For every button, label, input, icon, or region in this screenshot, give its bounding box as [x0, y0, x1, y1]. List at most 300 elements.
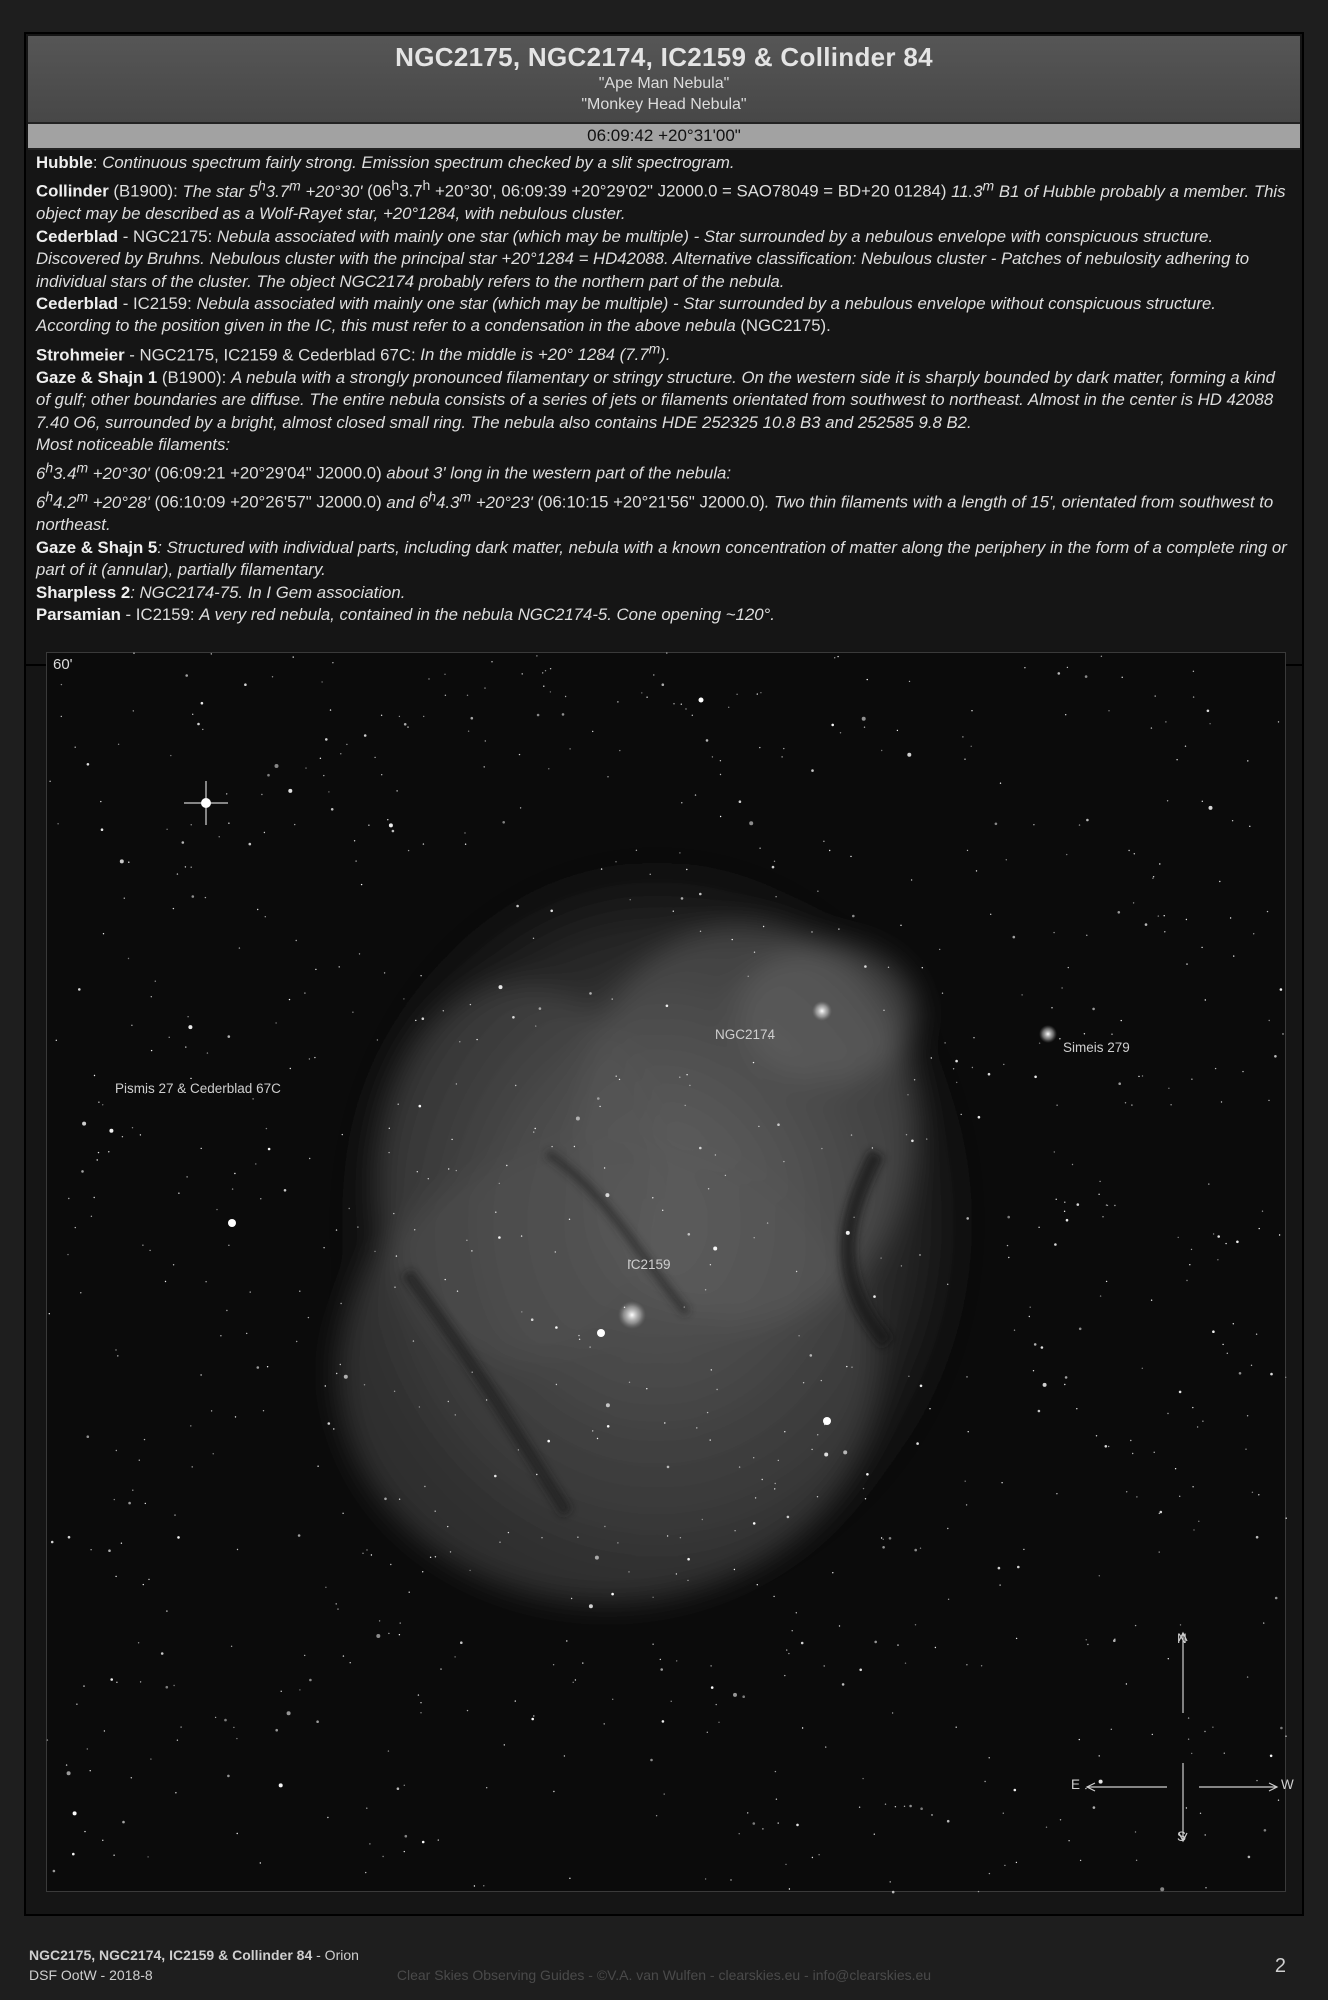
star: [124, 898, 125, 899]
star: [1122, 677, 1123, 678]
star: [733, 1693, 737, 1697]
star: [362, 1553, 363, 1554]
star: [1145, 923, 1148, 926]
nebula-cloud: [327, 843, 987, 1603]
star: [971, 710, 972, 711]
star: [84, 1831, 85, 1832]
star: [1114, 1205, 1115, 1206]
star: [652, 1597, 653, 1598]
star: [576, 1117, 580, 1121]
field-of-view-label: 60': [53, 656, 73, 673]
star: [1160, 1511, 1163, 1514]
star: [1136, 1496, 1137, 1497]
star: [281, 1691, 282, 1692]
star: [685, 708, 686, 709]
star: [342, 1134, 343, 1135]
star: [1192, 1486, 1193, 1487]
star: [448, 1168, 449, 1169]
footer-object-name: NGC2175, NGC2174, IC2159 & Collinder 84: [29, 1947, 313, 1963]
star: [759, 848, 760, 849]
star: [664, 1422, 665, 1423]
star: [145, 1503, 146, 1504]
star: [662, 1210, 663, 1211]
star: [956, 1082, 957, 1083]
star: [325, 1587, 326, 1588]
star: [220, 1335, 221, 1336]
star: [812, 1857, 813, 1858]
entry-text: Nebula associated with mainly one star (which may be multiple) - Star surrounded by a nebulous envelope without conspicuous structure. According to the position given in the IC, this must refer to a condensation in the above nebula: [36, 294, 1216, 336]
star: [890, 1881, 891, 1882]
star: [784, 1431, 785, 1432]
star: [435, 1556, 436, 1557]
star: [190, 1078, 191, 1079]
star: [956, 1727, 957, 1728]
star: [1275, 1597, 1278, 1600]
star: [419, 1105, 422, 1108]
star: [1066, 854, 1067, 855]
star: [1227, 1353, 1228, 1354]
star: [821, 1148, 822, 1149]
star: [863, 1488, 864, 1489]
star: [224, 1719, 227, 1722]
star: [550, 910, 553, 913]
star: [98, 1152, 99, 1153]
star: [94, 1197, 95, 1198]
star: [114, 1499, 115, 1500]
star: [296, 940, 297, 941]
star: [422, 1017, 425, 1020]
star: [244, 683, 247, 686]
text-part: ).: [660, 345, 671, 365]
star: [1068, 1840, 1069, 1841]
star: [344, 1375, 348, 1379]
star: [182, 841, 185, 844]
star: [454, 1656, 455, 1657]
star: [1016, 1862, 1017, 1863]
star: [720, 760, 721, 761]
star: [150, 1758, 151, 1759]
star: [679, 1077, 680, 1078]
star: [1164, 915, 1165, 916]
star: [734, 1569, 735, 1570]
star: [315, 969, 316, 970]
star: [834, 657, 835, 658]
star: [734, 1530, 735, 1531]
star: [515, 1085, 516, 1086]
star: [774, 1488, 775, 1489]
star: [757, 1584, 758, 1585]
star: [1256, 1334, 1257, 1335]
star: [873, 1295, 876, 1298]
star: [405, 1835, 408, 1838]
star: [615, 861, 616, 862]
star: [817, 1496, 818, 1497]
star: [376, 1634, 380, 1638]
star: [1004, 1865, 1005, 1866]
star: [1138, 1076, 1139, 1077]
star: [1154, 1452, 1155, 1453]
star: [749, 821, 753, 825]
star: [392, 830, 395, 833]
star: [652, 1644, 653, 1645]
star: [1100, 1295, 1101, 1296]
star: [728, 707, 729, 708]
star: [995, 823, 998, 826]
star: [504, 1744, 505, 1745]
star: [1270, 1373, 1273, 1376]
t: and: [386, 493, 420, 513]
star: [725, 1175, 726, 1176]
star: [428, 1178, 429, 1179]
star: [102, 1840, 103, 1841]
star: [539, 1007, 542, 1010]
star: [892, 1712, 893, 1713]
star: [911, 879, 912, 880]
object-name: - IC2159:: [118, 294, 197, 314]
t: 6: [419, 493, 429, 513]
star: [681, 704, 682, 705]
star: [205, 897, 206, 898]
nickname-ape-man: "Ape Man Nebula": [598, 75, 730, 92]
star: [448, 1401, 449, 1402]
star: [1191, 1753, 1192, 1754]
star: [1186, 963, 1187, 964]
star: [116, 1450, 117, 1451]
star: [512, 1016, 515, 1019]
star: [49, 781, 50, 782]
star: [388, 1750, 389, 1751]
star: [1279, 1234, 1280, 1235]
star: [1029, 1316, 1030, 1317]
star: [213, 1453, 214, 1454]
star: [1221, 1101, 1222, 1102]
star: [174, 1514, 175, 1515]
cederblad-ngc2175-entry: [36, 226, 1292, 293]
star: [1258, 1494, 1259, 1495]
star: [499, 985, 503, 989]
star: [87, 1435, 90, 1438]
star: [1059, 1038, 1060, 1039]
collinder-entry: [36, 174, 1292, 225]
star: [1121, 1020, 1122, 1021]
star: [350, 1662, 351, 1663]
t: 4.2: [53, 493, 77, 513]
star: [438, 1839, 439, 1840]
star: [775, 1771, 776, 1772]
star: [340, 753, 341, 754]
star: [755, 1497, 756, 1498]
star: [1188, 1739, 1189, 1740]
star: [293, 656, 294, 657]
star: [72, 1853, 75, 1856]
star: [605, 1193, 609, 1197]
star: [294, 824, 295, 825]
star: [398, 1104, 399, 1105]
star: [966, 1376, 967, 1377]
star: [1233, 1323, 1234, 1324]
star: [553, 1791, 554, 1792]
star: [966, 1217, 969, 1220]
star: [1155, 695, 1156, 696]
star: [907, 753, 911, 757]
star: [519, 754, 520, 755]
star: [445, 1279, 446, 1280]
star: [177, 873, 178, 874]
star: [355, 860, 356, 861]
page-frame: [24, 32, 1304, 1916]
star: [966, 1504, 967, 1505]
star: [758, 1126, 759, 1127]
star: [518, 1449, 519, 1450]
sup: h: [258, 177, 266, 194]
star: [202, 729, 203, 730]
text-part: B1 of Hubble probably a member. This object may be described as a Wolf-Rayet star, +20°1284, with nebulous cluster.: [36, 182, 1286, 224]
star: [1142, 1368, 1143, 1369]
star: [711, 1686, 714, 1689]
star: [1212, 1727, 1213, 1728]
star: [467, 695, 468, 696]
star: [706, 739, 709, 742]
star: [289, 999, 290, 1000]
star: [606, 1403, 610, 1407]
star: [368, 825, 369, 826]
star: [185, 866, 186, 867]
star: [589, 1604, 593, 1608]
source-name: Hubble: [36, 153, 93, 172]
star: [343, 1655, 344, 1656]
star: [1204, 1731, 1205, 1732]
star: [1092, 1008, 1095, 1011]
star: [1105, 1445, 1108, 1448]
star: [192, 714, 193, 715]
star: [1164, 931, 1165, 932]
star: [1186, 1280, 1187, 1281]
star: [1034, 1076, 1037, 1079]
star: [1076, 1408, 1077, 1409]
star: [1064, 1202, 1065, 1203]
star: [400, 1622, 401, 1623]
star: [589, 1346, 590, 1347]
star: [774, 861, 775, 862]
star: [265, 916, 266, 917]
star: [309, 1158, 310, 1159]
star: [592, 731, 593, 732]
star: [1191, 1249, 1192, 1250]
star: [825, 1746, 826, 1747]
star: [132, 1490, 133, 1491]
star: [102, 1104, 103, 1105]
filaments-heading: [36, 434, 1292, 456]
star: [889, 1537, 892, 1540]
star: [597, 1438, 598, 1439]
star: [424, 1486, 425, 1487]
star: [796, 1824, 799, 1827]
star: [246, 1333, 247, 1334]
star: [1269, 1020, 1270, 1021]
star: [1247, 1676, 1248, 1677]
star: [409, 1592, 410, 1593]
star: [1084, 1033, 1085, 1034]
star: [419, 1406, 420, 1407]
star: [320, 758, 321, 759]
star: [138, 1642, 139, 1643]
star: [1253, 933, 1254, 934]
star: [470, 1004, 471, 1005]
star: [76, 1704, 77, 1705]
star: [1188, 1717, 1189, 1718]
star: [151, 1050, 152, 1051]
star: [897, 730, 898, 731]
star: [742, 1695, 745, 1698]
entry-text: : Structured with individual parts, including dark matter, nebula with a known concentration of matter along the periphery in the form of a complete ring or part of it (annular), partially filamentary.: [36, 537, 1287, 580]
star: [881, 750, 882, 751]
coordinates-bar: 06:09:42 +20°31'00": [28, 124, 1300, 150]
star: [1193, 1529, 1194, 1530]
star: [139, 1460, 140, 1461]
star: [1282, 1033, 1283, 1034]
star: [1001, 1482, 1002, 1483]
star: [785, 1864, 786, 1865]
star: [1274, 1055, 1277, 1058]
star: [394, 1391, 395, 1392]
star: [396, 790, 397, 791]
star: [1008, 1257, 1009, 1258]
star: [374, 757, 375, 758]
star: [846, 1366, 847, 1367]
star: [1224, 1753, 1225, 1754]
star: [763, 926, 764, 927]
star: [399, 1499, 400, 1500]
star: [536, 1474, 537, 1475]
star: [1151, 727, 1152, 728]
star: [349, 1208, 350, 1209]
star: [1205, 1834, 1206, 1835]
star: [1101, 656, 1102, 657]
t: (06:09:21 +20°29'04" J2000.0): [154, 464, 387, 484]
star: [824, 1453, 828, 1457]
star: [679, 852, 680, 853]
star: [1072, 1164, 1073, 1165]
star: [228, 1245, 229, 1246]
star: [824, 1665, 825, 1666]
star: [667, 1535, 668, 1536]
star: [1168, 1658, 1169, 1659]
star: [531, 1718, 534, 1721]
star: [443, 1010, 444, 1011]
star: [316, 1720, 319, 1723]
star: [601, 868, 602, 869]
star: [1106, 1204, 1107, 1205]
star: [1077, 1203, 1080, 1206]
star: [555, 1251, 556, 1252]
star: [1217, 1235, 1220, 1238]
t: +20°28': [88, 493, 155, 513]
star: [864, 965, 867, 968]
star: [999, 1584, 1000, 1585]
star: [692, 715, 693, 716]
star: [1013, 936, 1016, 939]
star: [1286, 1518, 1287, 1519]
star: [75, 1227, 76, 1228]
star: [468, 731, 469, 732]
star: [1285, 1377, 1286, 1378]
star: [399, 1634, 400, 1635]
star: [595, 1556, 599, 1560]
star: [1079, 824, 1080, 825]
star: [80, 1292, 81, 1293]
star: [686, 869, 687, 870]
sup: m: [76, 459, 89, 476]
star: [604, 1167, 605, 1168]
entry-tail: (NGC2175).: [740, 316, 831, 336]
star: [881, 1537, 882, 1538]
star: [1068, 967, 1069, 968]
star: [533, 1131, 534, 1132]
star: [522, 673, 523, 674]
star: [298, 1534, 301, 1537]
star: [508, 1532, 509, 1533]
source-name: Cederblad: [36, 294, 119, 314]
star: [1185, 746, 1186, 747]
star: [1058, 672, 1061, 675]
star: [947, 1528, 948, 1529]
star: [1175, 1468, 1176, 1469]
star: [762, 1479, 763, 1480]
star: [1087, 1644, 1088, 1645]
star: [1134, 853, 1135, 854]
star: [953, 1068, 954, 1069]
star: [47, 1739, 48, 1740]
footer-credit: Clear Skies Observing Guides - ©V.A. van Wulfen - clearskies.eu - info@clearskies.eu: [396, 1967, 932, 1983]
star: [1126, 1491, 1127, 1492]
star: [423, 843, 424, 844]
source-name: Cederblad: [36, 226, 119, 246]
star: [1039, 1043, 1040, 1044]
star: [420, 1702, 421, 1703]
star: [486, 1787, 487, 1788]
entry-text: A very red nebula, contained in the nebula NGC2174-5. Cone opening ~120°.: [199, 605, 775, 625]
star: [553, 1664, 554, 1665]
star: [413, 1340, 414, 1341]
star: [1247, 1415, 1248, 1416]
epoch: (B1900):: [108, 182, 183, 201]
star: [710, 1264, 711, 1265]
star: [389, 823, 393, 827]
star: [787, 1516, 790, 1519]
star: [859, 1669, 862, 1672]
star: [535, 1025, 536, 1026]
star: [1230, 917, 1231, 918]
star: [147, 1856, 148, 1857]
sup: m: [289, 177, 301, 194]
star: [760, 692, 761, 693]
star: [418, 1694, 419, 1695]
star: [422, 1571, 423, 1572]
star: [753, 1522, 756, 1525]
star: [1264, 1829, 1267, 1832]
star: [874, 1641, 877, 1644]
star: [1014, 1789, 1017, 1792]
star: [309, 1058, 310, 1059]
star: [296, 1341, 297, 1342]
star: [715, 1154, 716, 1155]
star: [739, 800, 742, 803]
star: [408, 850, 409, 851]
sup: h: [45, 488, 54, 505]
star: [331, 808, 334, 811]
star: [330, 709, 331, 710]
star: [662, 1720, 665, 1723]
